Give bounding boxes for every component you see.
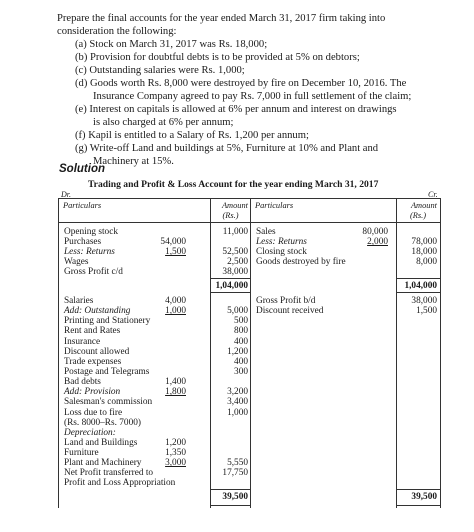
net-profit-label: Net Profit transferred to <box>64 468 154 478</box>
account-title: Trading and Profit & Loss Account for the year ending March 31, 2017 <box>88 179 379 190</box>
salaries-label: Salaries <box>64 296 94 306</box>
loss-fire-amount: 1,000 <box>227 408 248 418</box>
postage-label: Postage and Telegrams <box>64 367 150 377</box>
header-particulars-debit: Particulars <box>63 201 102 210</box>
discount-received-amount: 1,500 <box>416 306 437 316</box>
net-purchases-amount: 52,500 <box>222 247 248 257</box>
question-item-f: (f) Kapil is entitled to a Salary of Rs. 1,200 per annum; <box>75 130 309 141</box>
table-top-border <box>58 198 440 199</box>
sales-amount: 80,000 <box>362 227 388 237</box>
header-amount-debit: Amount <box>221 201 248 210</box>
credit-label: Cr. <box>428 190 438 199</box>
trading-debit-total-top <box>210 278 250 279</box>
purchases-amount: 54,000 <box>160 237 186 247</box>
net-profit-amount: 17,750 <box>222 468 248 478</box>
wages-label: Wages <box>64 257 89 267</box>
salaries-amount: 4,000 <box>165 296 186 306</box>
commission-label: Salesman's commission <box>64 397 153 407</box>
pl-credit-total-bottom <box>396 505 440 506</box>
pl-credit-total-top <box>396 489 440 490</box>
loss-fire-label: Loss due to fire <box>64 408 123 418</box>
trading-debit-total: 1,04,000 <box>215 281 248 291</box>
postage-amount: 300 <box>234 367 248 377</box>
furniture-label: Furniture <box>64 448 99 458</box>
trading-debit-total-bottom <box>210 292 250 293</box>
rent-amount: 800 <box>234 326 248 336</box>
purchase-returns-label: Less: Returns <box>64 247 115 257</box>
table-header-divider <box>58 222 440 223</box>
pl-debit-total-top <box>210 489 250 490</box>
furniture-amount: 1,350 <box>165 448 186 458</box>
plant-amount: 3,000 <box>165 458 186 468</box>
header-particulars-credit: Particulars <box>255 201 294 210</box>
question-item-c: (c) Outstanding salaries were Rs. 1,000; <box>75 65 245 76</box>
trade-expenses-label: Trade expenses <box>64 357 122 367</box>
bad-debts-label: Bad debts <box>64 377 101 387</box>
header-rs-credit: (Rs.) <box>409 211 427 220</box>
rent-label: Rent and Rates <box>64 326 121 336</box>
closing-stock-label: Closing stock <box>256 247 307 257</box>
net-sales-amount: 78,000 <box>411 237 437 247</box>
gross-profit-cd-amount: 38,000 <box>222 267 248 277</box>
opening-stock-label: Opening stock <box>64 227 118 237</box>
question-item-d-line2: Insurance Company agreed to pay Rs. 7,000 in full settlement of the claim; <box>93 91 412 102</box>
question-intro-line2: consideration the following: <box>57 26 177 37</box>
opening-stock-amount: 11,000 <box>222 227 248 237</box>
question-item-b: (b) Provision for doubtful debts is to be provided at 5% on debtors; <box>75 52 360 63</box>
question-item-e-line1: (e) Interest on capitals is allowed at 6% per annum and interest on drawings <box>75 104 397 115</box>
land-amount: 1,200 <box>165 438 186 448</box>
table-right-border <box>440 198 441 508</box>
salaries-total-amount: 5,000 <box>227 306 248 316</box>
purchases-label: Purchases <box>64 237 102 247</box>
trade-expenses-amount: 400 <box>234 357 248 367</box>
pl-credit-total: 39,500 <box>411 492 437 502</box>
trading-credit-total-top <box>396 278 440 279</box>
goods-destroyed-label: Goods destroyed by fire <box>256 257 346 267</box>
insurance-label: Insurance <box>64 337 101 347</box>
discount-allowed-label: Discount allowed <box>64 347 130 357</box>
closing-stock-amount: 18,000 <box>411 247 437 257</box>
pl-debit-total: 39,500 <box>222 492 248 502</box>
net-profit-label-line2: Profit and Loss Appropriation <box>64 478 176 488</box>
add-provision-label: Add: Provision <box>64 387 121 397</box>
wages-amount: 2,500 <box>227 257 248 267</box>
purchase-returns-amount: 1,500 <box>165 247 186 257</box>
question-intro-line1: Prepare the final accounts for the year ended March 31, 2017 firm taking into <box>57 13 386 24</box>
printing-label: Printing and Stationery <box>64 316 151 326</box>
gross-profit-cd-label: Gross Profit c/d <box>64 267 123 277</box>
solution-heading: Solution <box>59 163 105 175</box>
discount-allowed-amount: 1,200 <box>227 347 248 357</box>
insurance-amount: 400 <box>234 337 248 347</box>
header-amount-credit: Amount <box>410 201 437 210</box>
plant-label: Plant and Machinery <box>64 458 142 468</box>
discount-received-label: Discount received <box>256 306 324 316</box>
bad-debts-total-amount: 3,200 <box>227 387 248 397</box>
header-rs-debit: (Rs.) <box>222 211 239 220</box>
question-item-g-line2: Machinery at 15%. <box>93 156 174 167</box>
center-divider <box>250 198 251 508</box>
gross-profit-bd-amount: 38,000 <box>411 296 437 306</box>
question-item-e-line2: is also charged at 6% per annum; <box>93 117 234 128</box>
sales-label: Sales <box>256 227 276 237</box>
depreciation-label: Depreciation: <box>64 428 116 438</box>
add-outstanding-label: Add: Outstanding <box>64 306 131 316</box>
trading-credit-total: 1,04,000 <box>404 281 437 291</box>
pl-debit-total-bottom <box>210 505 250 506</box>
depreciation-total-amount: 5,550 <box>227 458 248 468</box>
goods-destroyed-amount: 8,000 <box>416 257 437 267</box>
add-outstanding-amount: 1,000 <box>165 306 186 316</box>
sales-returns-amount: 2,000 <box>367 237 388 247</box>
bad-debts-amount: 1,400 <box>165 377 186 387</box>
table-left-border <box>58 198 59 508</box>
gross-profit-bd-label: Gross Profit b/d <box>256 296 316 306</box>
question-item-a: (a) Stock on March 31, 2017 was Rs. 18,000; <box>75 39 268 50</box>
commission-amount: 3,400 <box>227 397 248 407</box>
sales-returns-label: Less: Returns <box>256 237 307 247</box>
land-label: Land and Buildings <box>64 438 138 448</box>
loss-fire-note: (Rs. 8000–Rs. 7000) <box>64 418 141 428</box>
debit-label: Dr. <box>61 190 72 199</box>
question-item-g-line1: (g) Write-off Land and buildings at 5%, Furniture at 10% and Plant and <box>75 143 379 154</box>
question-item-d-line1: (d) Goods worth Rs. 8,000 were destroyed by fire on December 10, 2016. The <box>75 78 407 89</box>
add-provision-amount: 1,800 <box>165 387 186 397</box>
trading-credit-total-bottom <box>396 292 440 293</box>
printing-amount: 500 <box>234 316 248 326</box>
